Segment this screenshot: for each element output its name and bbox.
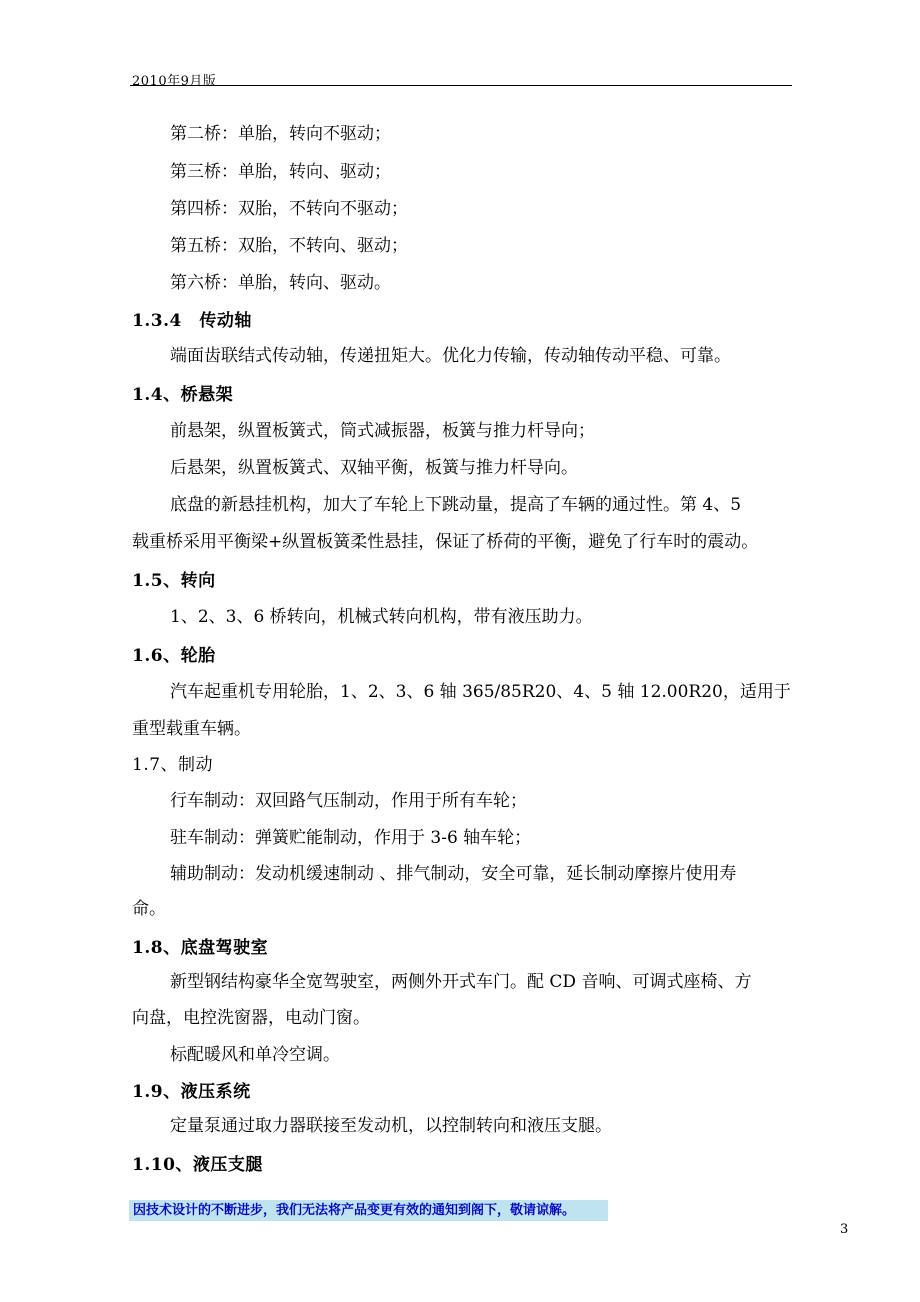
section-heading-1-10: 1.10、液压支腿 (132, 1155, 263, 1175)
tires-paragraph-line-2: 重型载重车辆。 (132, 719, 251, 739)
section-heading-1-3-4: 1.3.4 传动轴 (132, 311, 252, 331)
section-heading-1-8: 1.8、底盘驾驶室 (132, 938, 269, 958)
auxiliary-brake-line-1: 辅助制动：发动机缓速制动 、排气制动，安全可靠，延长制动摩擦片使用寿 (170, 864, 737, 884)
parking-brake-line: 驻车制动：弹簧贮能制动，作用于 3-6 轴车轮； (170, 828, 532, 848)
edition-label: 2010年9月版 (132, 74, 217, 89)
front-suspension-line: 前悬架，纵置板簧式，筒式减振器，板簧与推力杆导向； (170, 421, 595, 441)
hydraulic-system-paragraph: 定量泵通过取力器联接至发动机，以控制转向和液压支腿。 (170, 1116, 612, 1136)
cab-paragraph-line-2: 向盘，电控洗窗器，电动门窗。 (132, 1008, 370, 1028)
suspension-paragraph-line-1: 底盘的新悬挂机构，加大了车轮上下跳动量，提高了车辆的通过性。第 4、5 (170, 495, 742, 515)
cab-ac-line: 标配暖风和单冷空调。 (170, 1045, 340, 1065)
disclaimer-note: 因技术设计的不断进步，我们无法将产品变更有效的通知到阁下，敬请谅解。 (129, 1200, 608, 1221)
section-heading-1-4: 1.4、桥悬架 (132, 385, 234, 405)
section-heading-1-7: 1.7、制动 (132, 755, 214, 775)
service-brake-line: 行车制动：双回路气压制动，作用于所有车轮； (170, 791, 527, 811)
page-number: 3 (840, 1222, 849, 1237)
axle-4-line: 第四桥：双胎，不转向不驱动； (170, 199, 408, 219)
suspension-paragraph-line-2: 载重桥采用平衡梁+纵置板簧柔性悬挂，保证了桥荷的平衡，避免了行车时的震动。 (132, 532, 759, 552)
section-heading-1-5: 1.5、转向 (132, 571, 216, 591)
axle-3-line: 第三桥：单胎，转向、驱动； (170, 162, 391, 182)
rear-suspension-line: 后悬架，纵置板簧式、双轴平衡，板簧与推力杆导向。 (170, 458, 578, 478)
drive-shaft-paragraph: 端面齿联结式传动轴，传递扭矩大。优化力传输，传动轴传动平稳、可靠。 (170, 346, 731, 366)
axle-2-line: 第二桥：单胎，转向不驱动； (170, 124, 391, 144)
section-heading-1-6: 1.6、轮胎 (132, 646, 216, 666)
section-heading-1-9: 1.9、液压系统 (132, 1082, 251, 1102)
axle-6-line: 第六桥：单胎，转向、驱动。 (170, 273, 391, 293)
axle-5-line: 第五桥：双胎，不转向、驱动； (170, 236, 408, 256)
header-divider (130, 85, 792, 86)
auxiliary-brake-line-2: 命。 (132, 899, 166, 919)
cab-paragraph-line-1: 新型钢结构豪华全宽驾驶室，两侧外开式车门。配 CD 音响、可调式座椅、方 (170, 972, 752, 992)
steering-paragraph: 1、2、3、6 桥转向，机械式转向机构，带有液压助力。 (170, 607, 593, 627)
tires-paragraph-line-1: 汽车起重机专用轮胎，1、2、3、6 轴 365/85R20、4、5 轴 12.00R20，适用于 (170, 682, 791, 702)
